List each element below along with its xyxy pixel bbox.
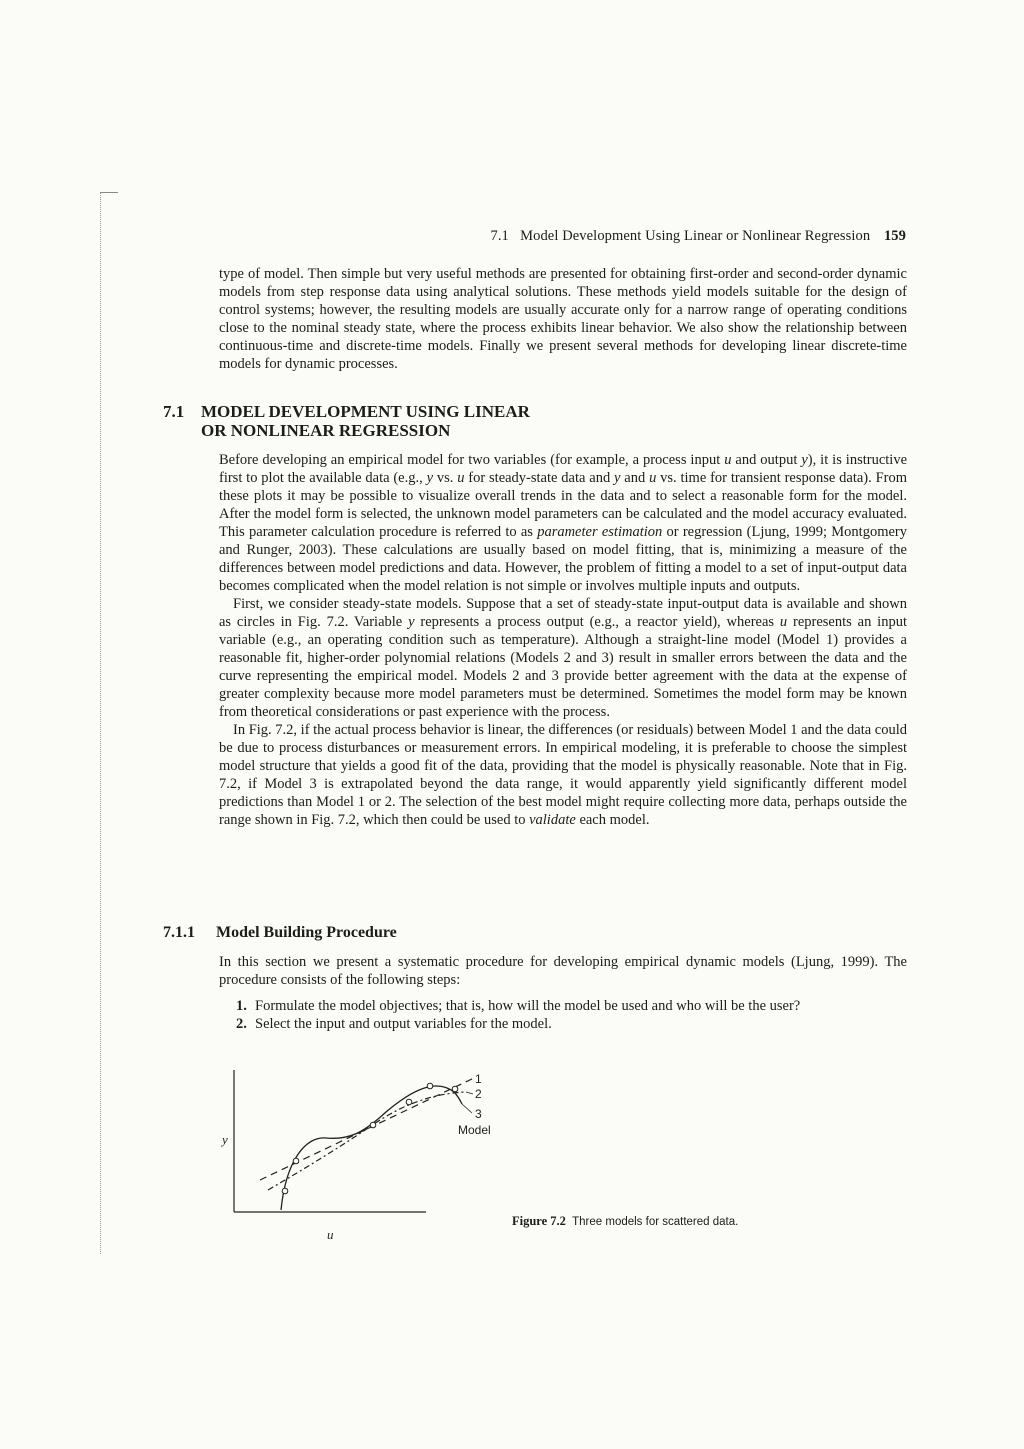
x-axis-label: u <box>327 1227 334 1242</box>
page-number: 159 <box>883 228 906 244</box>
text-run: ), it is instructive first to plot the available data (e.g., <box>219 452 908 486</box>
model-label-2: 2 <box>475 1087 482 1101</box>
text-run: and output <box>731 452 802 468</box>
math-y: y <box>801 452 808 468</box>
section-paragraph-3 <box>219 721 907 829</box>
section-title-line1: MODEL DEVELOPMENT USING LINEAR <box>201 402 530 421</box>
figure-caption-label: Figure 7.2 <box>512 1214 566 1228</box>
data-point <box>370 1122 376 1128</box>
subsection-number: 7.1.1 <box>163 924 195 941</box>
text-run: for steady-state data and <box>464 470 615 486</box>
leader-line-2 <box>466 1092 473 1094</box>
list-item <box>236 997 906 1015</box>
model-plot <box>190 1062 510 1242</box>
list-item <box>236 1015 906 1033</box>
step-number: 1. <box>236 998 247 1014</box>
intro-paragraph <box>219 265 907 373</box>
subsection-title: Model Building Procedure <box>216 924 397 941</box>
running-head <box>490 228 906 245</box>
subsection-paragraph: In this section we present a systematic procedure for developing empirical dynamic models (Ljung, 1999). The procedure consists of the following steps: <box>219 954 907 988</box>
text-run: In Fig. 7.2, if the actual process behavior is linear, the differences (or residuals) between Model 1 and the data could be due to process disturbances or measurement errors. In empirical modeling, it is preferable to choose the simplest model structure that yields a good fit of the data, providing that the model is physically reasonable. Note that in Fig. 7.2, if Model 3 is extrapolated beyond the data range, it would apparently yield significantly different model predictions than Model 1 or 2. The selection of the best model might require collecting more data, perhaps outside the range shown in Fig. 7.2, which then could be used to <box>219 722 907 828</box>
running-head-title: Model Development Using Linear or Nonlinear Regression <box>520 228 871 244</box>
section-paragraph-2 <box>219 595 907 721</box>
model-legend-title: Model <box>458 1123 491 1137</box>
figure-7-2 <box>190 1062 510 1242</box>
text-run: vs. <box>433 470 458 486</box>
section-paragraph-1 <box>219 451 907 595</box>
text-run: each model. <box>575 812 650 828</box>
math-y: y <box>408 614 415 630</box>
section-heading <box>163 402 530 440</box>
text-run: Before developing an empirical model for two variables (for example, a process input <box>219 452 725 468</box>
model-label-1: 1 <box>475 1072 482 1086</box>
data-point <box>406 1099 412 1105</box>
leader-line-3 <box>462 1104 472 1113</box>
math-y: y <box>614 470 621 486</box>
math-u: u <box>649 470 657 486</box>
section-body <box>219 451 907 829</box>
subsection-heading <box>163 924 397 942</box>
figure-caption <box>512 1214 738 1229</box>
text-run: vs. time for transient response data). From these plots it may be possible to visualize overall trends in the data and to select a reasonable form for the model. After the model form is selected, the unknown model parameters can be calculated and the model accuracy evaluated. This parameter calculation procedure is referred to as <box>219 470 907 540</box>
intro-text: type of model. Then simple but very useful methods are presented for obtaining first-order and second-order dynamic models from step response data using analytical solutions. These methods yield models suitable for the design of control systems; however, the resulting models are usually accurate only for a narrow range of operating conditions close to the nominal steady state, where the process exhibits linear behavior. We also show the relationship between continuous-time and discrete-time models. Finally we present several methods for developing linear discrete-time models for dynamic processes. <box>219 266 907 372</box>
text-run: First, we consider steady-state models. Suppose that a set of steady-state input-output data is available and shown as circles in Fig. 7.2. Variable <box>219 596 907 630</box>
running-head-section: 7.1 <box>490 228 509 244</box>
text-run: represents an input variable (e.g., an operating condition such as temperature). Although a straight-line model (Model 1) provides a reasonable fit, higher-order polynomial relations (Models 2 and 3) result in smaller errors between the data and the curve representing the empirical model. Models 2 and 3 provide better agreement with the data at the expense of greater complexity because more model parameters must be determined. Sometimes the model form may be known from theoretical considerations or past experience with the process. <box>219 614 907 720</box>
subsection-body <box>219 953 907 989</box>
model-2-curve <box>268 1092 466 1190</box>
emphasis: parameter estimation <box>537 524 663 540</box>
text-run: and <box>620 470 650 486</box>
step-text: Select the input and output variables for the model. <box>255 1016 552 1032</box>
text-run: represents a process output (e.g., a reactor yield), whereas <box>414 614 780 630</box>
emphasis: validate <box>529 812 576 828</box>
section-title-line2: OR NONLINEAR REGRESSION <box>201 421 451 440</box>
model-label-3: 3 <box>475 1107 482 1121</box>
data-point <box>293 1158 299 1164</box>
data-point <box>452 1086 458 1092</box>
data-point <box>282 1188 288 1194</box>
step-text: Formulate the model objectives; that is, how will the model be used and who will be the user? <box>255 998 801 1014</box>
math-y: y <box>426 470 434 486</box>
math-u: u <box>457 470 465 486</box>
math-u: u <box>724 452 732 468</box>
model-3-curve <box>281 1086 462 1210</box>
y-axis-label: y <box>222 1132 228 1147</box>
steps-list <box>236 997 906 1033</box>
data-point <box>427 1083 433 1089</box>
figure-caption-text: Three models for scattered data. <box>572 1216 739 1228</box>
math-u: u <box>779 614 788 630</box>
step-number: 2. <box>236 1016 247 1032</box>
text-run: or regression (Ljung, 1999; Montgomery and Runger, 2003). These calculations are usually based on model fitting, that is, minimizing a measure of the differences between model predictions and data. However, the problem of fitting a model to a set of input-output data becomes complicated when the model relation is not simple or involves multiple inputs and outputs. <box>219 524 907 594</box>
section-number: 7.1 <box>163 402 185 421</box>
